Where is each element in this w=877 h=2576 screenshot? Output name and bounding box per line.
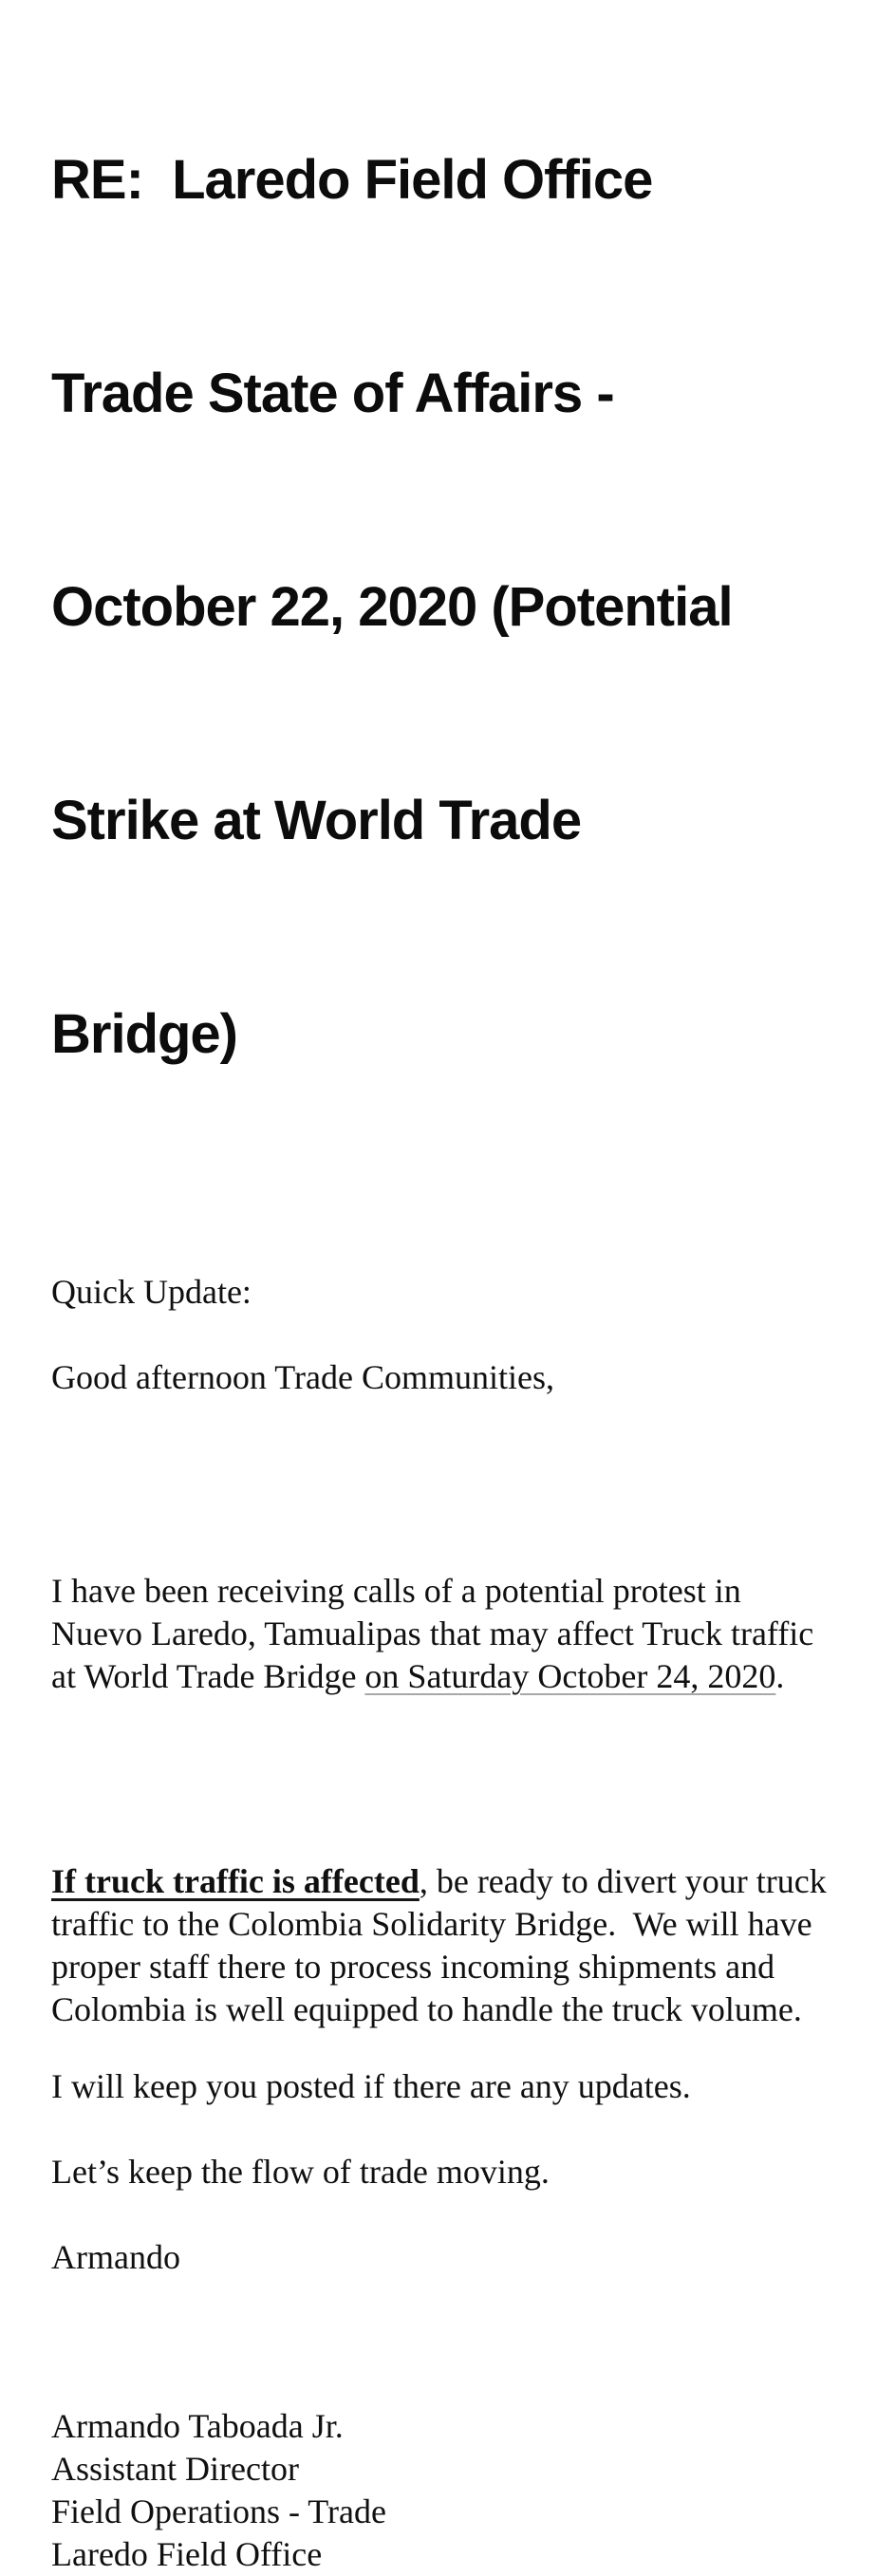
greeting-line: Good afternoon Trade Communities, — [51, 1358, 554, 1396]
signature-block — [51, 2405, 830, 2576]
bold-underlined-phrase: If truck traffic is affected — [51, 1862, 420, 1900]
intro-line-2: Nuevo Laredo, Tamualipas that may affect Truck traffic — [51, 1615, 814, 1652]
intro-line-1: I have been receiving calls of a potential protest in — [51, 1572, 741, 1610]
subject-line: Trade State of Affairs - — [51, 363, 614, 424]
divert-line-2: traffic to the Colombia Solidarity Bridge. We will have — [51, 1905, 812, 1943]
intro-line-3-text: at World Trade Bridge — [51, 1657, 365, 1695]
subject-line: Strike at World Trade — [51, 790, 582, 851]
signoff-name: Armando — [51, 2238, 180, 2276]
subject-heading — [51, 2, 830, 1212]
subject-line: October 22, 2020 (Potential — [51, 576, 733, 638]
divert-line-1 — [51, 1860, 830, 1903]
signature-name: Armando Taboada Jr. — [51, 2407, 344, 2445]
updates-note: I will keep you posted if there are any updates. — [51, 2067, 691, 2105]
quick-update-label: Quick Update: — [51, 1273, 252, 1311]
signature-office: Laredo Field Office — [51, 2535, 323, 2573]
divert-paragraph — [51, 1732, 830, 1818]
closing-line: Let’s keep the flow of trade moving. — [51, 2153, 550, 2191]
intro-line-3-period: . — [775, 1657, 785, 1695]
divert-line-4: Colombia is well equipped to handle the truck volume. — [51, 1990, 802, 2028]
subject-line: Bridge) — [51, 1003, 237, 1065]
signature-division: Field Operations - Trade — [51, 2492, 386, 2530]
email-body — [51, 1271, 830, 2576]
signature-title: Assistant Director — [51, 2450, 299, 2488]
underlined-date-phrase: on Saturday October 24, 2020 — [364, 1657, 776, 1695]
subject-line: RE: Laredo Field Office — [51, 149, 653, 211]
divert-line-3: proper staff there to process incoming shipments and — [51, 1948, 775, 1986]
divert-line-1-rest: , be ready to divert your truck — [419, 1862, 827, 1900]
intro-paragraph — [51, 1442, 830, 1527]
intro-line-3 — [51, 1655, 830, 1698]
